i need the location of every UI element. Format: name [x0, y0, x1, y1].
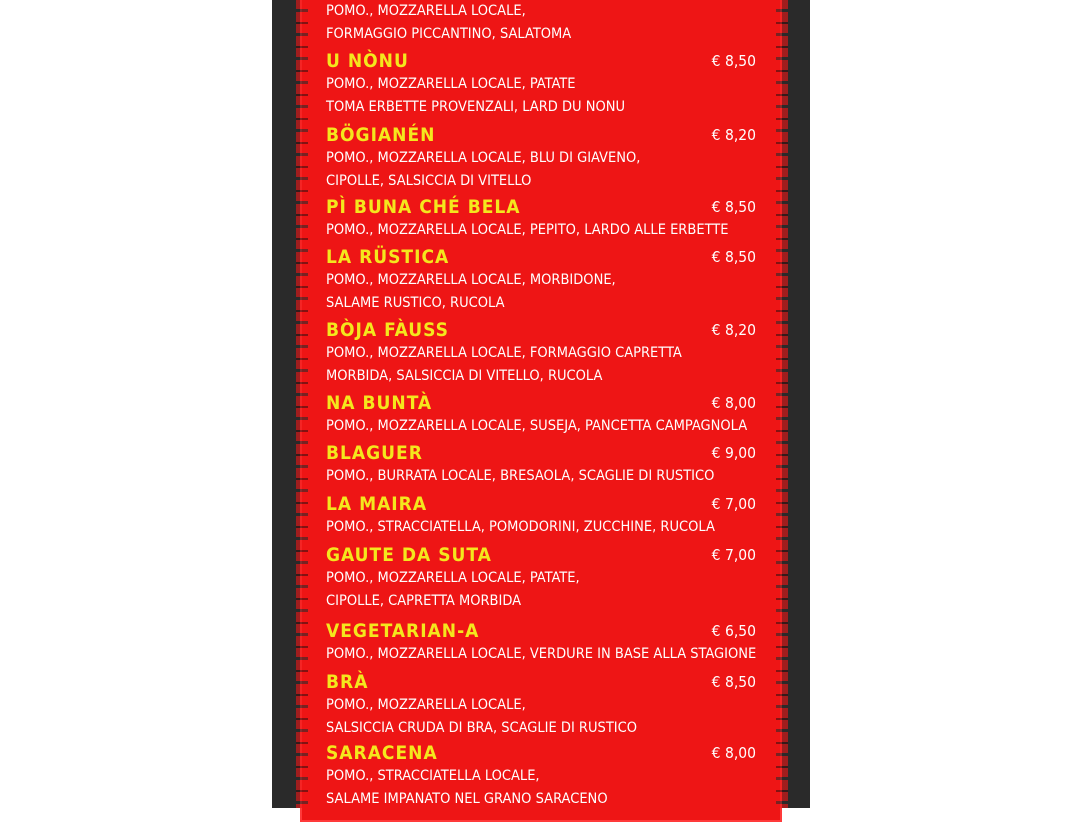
description-line: MORBIDA, SALSICCIA DI VITELLO, RUCOLA: [326, 368, 603, 384]
item-description: [326, 269, 756, 315]
description-line: CIPOLLE, CAPRETTA MORBIDA: [326, 593, 522, 609]
pizza-menu: [326, 0, 756, 808]
description-line: POMO., MOZZARELLA LOCALE, VERDURE IN BASE ALLA STAGIONE: [326, 646, 757, 662]
description-line: POMO., MOZZARELLA LOCALE, MORBIDONE,: [326, 272, 616, 288]
item-name: LA RÜSTICA: [326, 246, 450, 268]
description-line: POMO., MOZZARELLA LOCALE,: [326, 697, 526, 713]
description-line: POMO., STRACCIATELLA, POMODORINI, ZUCCHINE, RUCOLA: [326, 519, 715, 535]
item-price: € 8,20: [711, 321, 756, 339]
board-edge-left: [296, 0, 308, 808]
description-line: SALAME RUSTICO, RUCOLA: [326, 295, 505, 311]
item-description: [326, 73, 756, 119]
item-price: € 8,50: [711, 673, 756, 691]
item-price: € 6,50: [711, 622, 756, 640]
item-name: GAUTE DA SUTA: [326, 544, 492, 566]
item-description: [326, 643, 756, 666]
description-line: POMO., MOZZARELLA LOCALE, FORMAGGIO CAPRETTA: [326, 345, 682, 361]
description-line: FORMAGGIO PICCANTINO, SALATOMA: [326, 26, 572, 42]
item-name: NA BUNTÀ: [326, 392, 433, 414]
item-description: [326, 516, 756, 539]
description-line: POMO., BURRATA LOCALE, BRESAOLA, SCAGLIE DI RUSTICO: [326, 468, 715, 484]
item-description: [326, 567, 756, 613]
item-name: LA MAIRA: [326, 493, 428, 515]
item-name: VEGETARIAN-A: [326, 620, 480, 642]
item-name: BÒJA FÀUSS: [326, 319, 449, 341]
item-price: € 8,50: [711, 52, 756, 70]
item-name: SARACENA: [326, 742, 438, 764]
menu-item: [326, 195, 756, 242]
description-line: TOMA ERBETTE PROVENZALI, LARD DU NONU: [326, 99, 626, 115]
menu-item-top: [326, 0, 756, 46]
menu-item: [326, 123, 756, 193]
description-line: POMO., MOZZARELLA LOCALE, PATATE: [326, 76, 576, 92]
menu-item: [326, 391, 756, 438]
menu-item: [326, 245, 756, 315]
item-description: [326, 219, 756, 242]
menu-item: [326, 619, 756, 666]
item-description: [326, 415, 756, 438]
description-line: POMO., MOZZARELLA LOCALE, PEPITO, LARDO ALLE ERBETTE: [326, 222, 729, 238]
item-price: € 9,00: [711, 444, 756, 462]
item-price: € 8,50: [711, 248, 756, 266]
menu-item: [326, 741, 756, 811]
menu-item: [326, 492, 756, 539]
item-price: € 8,00: [711, 744, 756, 762]
item-name: BRÀ: [326, 671, 369, 693]
item-price: € 8,20: [711, 126, 756, 144]
item-description: [326, 147, 756, 193]
description-line: POMO., MOZZARELLA LOCALE, BLU DI GIAVENO,: [326, 150, 641, 166]
item-price: € 8,50: [711, 198, 756, 216]
item-name: PÌ BUNA CHÉ BELA: [326, 196, 521, 218]
menu-item: [326, 441, 756, 488]
description-line: POMO., MOZZARELLA LOCALE, PATATE,: [326, 570, 580, 586]
description-line: POMO., STRACCIATELLA LOCALE,: [326, 768, 540, 784]
item-price: € 8,00: [711, 394, 756, 412]
item-price: € 7,00: [711, 546, 756, 564]
menu-item: [326, 49, 756, 119]
item-description: [326, 0, 756, 46]
menu-item: [326, 543, 756, 613]
item-price: € 7,00: [711, 495, 756, 513]
item-description: [326, 465, 756, 488]
item-name: BÖGIANÉN: [326, 124, 436, 146]
board-edge-right: [776, 0, 788, 808]
description-line: SALAME IMPANATO NEL GRANO SARACENO: [326, 791, 608, 807]
item-description: [326, 342, 756, 388]
item-name: U NÒNU: [326, 50, 409, 72]
description-line: POMO., MOZZARELLA LOCALE, SUSEJA, PANCETTA CAMPAGNOLA: [326, 418, 748, 434]
description-line: SALSICCIA CRUDA DI BRA, SCAGLIE DI RUSTICO: [326, 720, 638, 736]
item-name: BLAGUER: [326, 442, 423, 464]
description-line: POMO., MOZZARELLA LOCALE,: [326, 3, 526, 19]
description-line: CIPOLLE, SALSICCIA DI VITELLO: [326, 173, 532, 189]
item-description: [326, 765, 756, 811]
menu-item: [326, 318, 756, 388]
item-description: [326, 694, 756, 740]
menu-item: [326, 670, 756, 740]
